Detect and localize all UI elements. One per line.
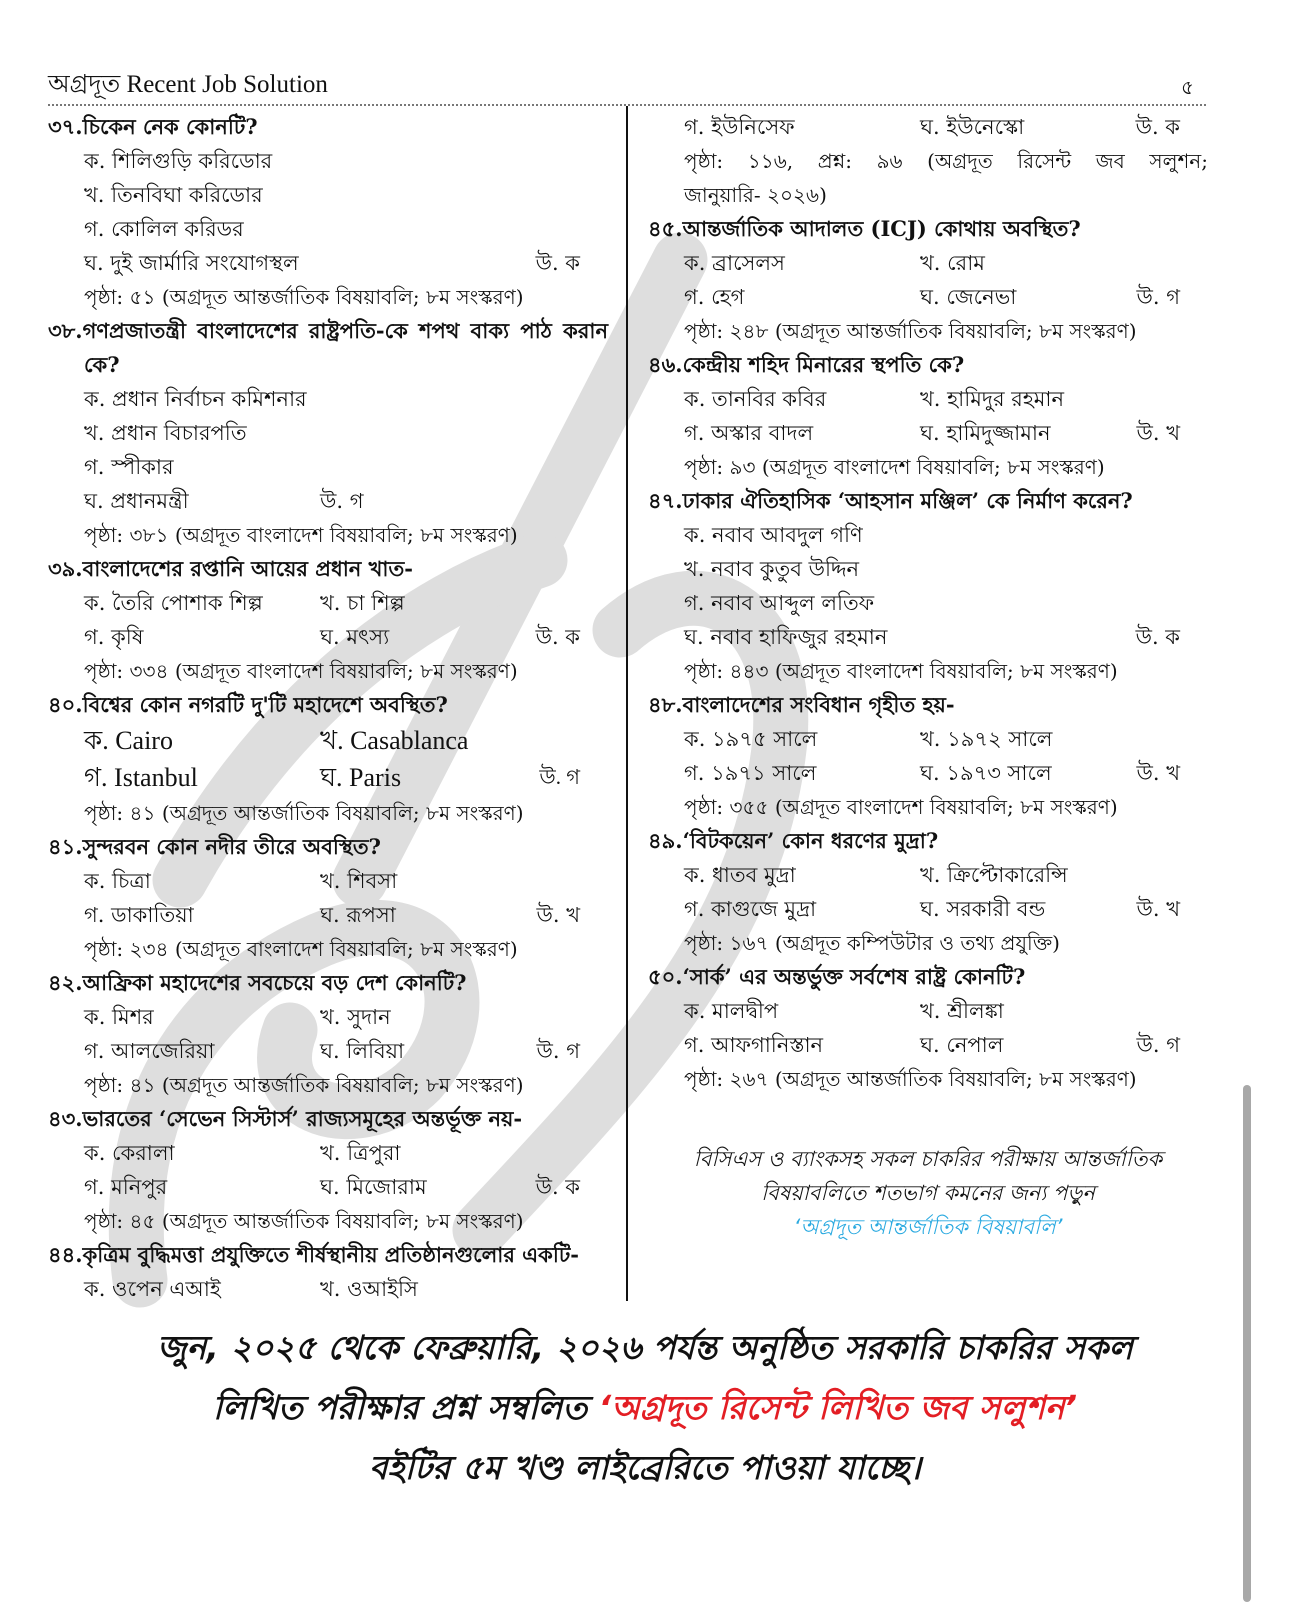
- question-number: ৪৫.: [648, 216, 683, 241]
- question-number: ৩৮.: [48, 318, 83, 343]
- answer-key: উ. ক: [535, 251, 580, 275]
- question-text: ঢাকার ঐতিহাসিক ‘আহসান মঞ্জিল’ কে নির্মাণ করেন?: [682, 488, 1133, 513]
- document-page: [48, 70, 1206, 1301]
- option-gha: ঘ. জেনেভা: [920, 285, 1017, 309]
- page-reference: পৃষ্ঠা: ১১৬, প্রশ্ন: ৯৬ (অগ্রদূত রিসেন্ট জব সলুশন;: [684, 149, 1208, 173]
- page-reference: পৃষ্ঠা: ৯৩ (অগ্রদূত বাংলাদেশ বিষয়াবলি; ৮ম সংস্করণ): [684, 455, 1105, 479]
- option-ka: ক. তৈরি পোশাক শিল্প: [84, 591, 263, 615]
- question-44-continued: [648, 110, 1208, 212]
- option-kha: খ. Casablanca: [320, 726, 469, 755]
- option-kha: খ. নবাব কুতুব উদ্দিন: [684, 557, 860, 581]
- promo-line-2: বিষয়াবলিতে শতভাগ কমনের জন্য পড়ুন: [761, 1181, 1095, 1205]
- question-text: ‘সার্ক’ এর অন্তর্ভুক্ত সর্বশেষ রাষ্ট্র কোনটি?: [682, 964, 1026, 989]
- question-text: আফ্রিকা মহাদেশের সবচেয়ে বড় দেশ কোনটি?: [82, 970, 467, 995]
- option-kha: খ. ত্রিপুরা: [320, 1141, 401, 1165]
- option-ka: ক. ধাতব মুদ্রা: [684, 863, 796, 887]
- question-number: ৪৮.: [648, 692, 683, 717]
- banner-line-3: বইটির ৫ম খণ্ড লাইব্রেরিতে পাওয়া যাচ্ছে।: [369, 1448, 921, 1487]
- option-ga: গ. Istanbul: [84, 763, 198, 792]
- question-37: [48, 110, 608, 314]
- option-kha: খ. চা শিল্প: [320, 591, 405, 615]
- answer-key: উ. খ: [1136, 897, 1180, 921]
- question-number: ৪৯.: [648, 828, 683, 853]
- page-number: ৫: [1181, 75, 1194, 99]
- question-text: কেন্দ্রীয় শহিদ মিনারের স্থপতি কে?: [682, 352, 965, 377]
- question-text: ‘বিটকয়েন’ কোন ধরণের মুদ্রা?: [682, 828, 939, 853]
- page-reference: পৃষ্ঠা: ৩৮১ (অগ্রদূত বাংলাদেশ বিষয়াবলি; ৮ম সংস্করণ): [84, 523, 518, 547]
- option-ka: ক. ১৯৭৫ সালে: [684, 727, 818, 751]
- vertical-scrollbar[interactable]: [1243, 1085, 1251, 1602]
- question-44: [48, 1238, 608, 1306]
- option-ga: গ. মনিপুর: [84, 1175, 168, 1199]
- banner-line-2-prefix: লিখিত পরীক্ষার প্রশ্ন সম্বলিত: [212, 1388, 599, 1427]
- option-ka: ক. চিত্রা: [84, 869, 151, 893]
- answer-key: উ. ক: [535, 625, 580, 649]
- option-kha: খ. হামিদুর রহমান: [920, 387, 1065, 411]
- option-kha: খ. ১৯৭২ সালে: [920, 727, 1053, 751]
- page-reference: পৃষ্ঠা: ৩৫৫ (অগ্রদূত বাংলাদেশ বিষয়াবলি; ৮ম সংস্করণ): [684, 795, 1118, 819]
- left-column: [48, 110, 608, 1306]
- option-ga: গ. কোলিল করিডর: [84, 217, 244, 241]
- option-ka: ক. শিলিগুড়ি করিডোর: [84, 149, 273, 173]
- question-40: [48, 688, 608, 830]
- question-text: চিকেন নেক কোনটি?: [82, 114, 258, 139]
- banner-line-1: জুন, ২০২৫ থেকে ফেব্রুয়ারি, ২০২৬ পর্যন্ত অনুষ্ঠিত সরকারি চাকরির সকল: [157, 1328, 1133, 1367]
- question-45: [648, 212, 1208, 348]
- option-ka: ক. তানবির কবির: [684, 387, 827, 411]
- option-ga: গ. আলজেরিয়া: [84, 1039, 215, 1063]
- option-gha: ঘ. নবাব হাফিজুর রহমান: [684, 625, 888, 649]
- option-ga: গ. নবাব আব্দুল লতিফ: [684, 591, 875, 615]
- right-column: [648, 110, 1208, 1096]
- banner-book-title: ‘অগ্রদূত রিসেন্ট লিখিত জব সলুশন’: [598, 1388, 1078, 1427]
- option-ga: গ. হেগ: [684, 285, 745, 309]
- promo-line-1: বিসিএস ও ব্যাংকসহ সকল চাকরির পরীক্ষায় আন্তর্জাতিক: [693, 1147, 1163, 1171]
- option-kha: খ. তিনবিঘা করিডোর: [84, 183, 263, 207]
- option-gha: ঘ. দুই জার্মারি সংযোগস্থল: [84, 251, 299, 275]
- question-47: [648, 484, 1208, 688]
- promo-book-title: ‘অগ্রদূত আন্তর্জাতিক বিষয়াবলি’: [793, 1215, 1063, 1239]
- page-reference-continued: জানুয়ারি- ২০২৬): [684, 183, 827, 207]
- option-kha: খ. প্রধান বিচারপতি: [84, 421, 247, 445]
- question-text: ভারতের ‘সেভেন সিস্টার্স’ রাজ্যসমূহের অন্তর্ভূক্ত নয়-: [82, 1106, 523, 1131]
- option-kha: খ. শ্রীলঙ্কা: [920, 999, 1004, 1023]
- option-gha: ঘ. Paris: [320, 763, 402, 792]
- book-title: অগ্রদূত Recent Job Solution: [48, 71, 328, 98]
- page-reference: পৃষ্ঠা: ২৪৮ (অগ্রদূত আন্তর্জাতিক বিষয়াবলি; ৮ম সংস্করণ): [684, 319, 1137, 343]
- page-reference: পৃষ্ঠা: ২৬৭ (অগ্রদূত আন্তর্জাতিক বিষয়াবলি; ৮ম সংস্করণ): [684, 1067, 1137, 1091]
- option-gha: ঘ. সরকারী বন্ড: [920, 897, 1046, 921]
- question-50: [648, 960, 1208, 1096]
- question-text: বাংলাদেশের রপ্তানি আয়ের প্রধান খাত-: [82, 556, 413, 581]
- option-ka: ক. নবাব আবদুল গণি: [684, 523, 863, 547]
- question-42: [48, 966, 608, 1102]
- answer-key: উ. ক: [1135, 625, 1180, 649]
- page-reference: পৃষ্ঠা: ৪১ (অগ্রদূত আন্তর্জাতিক বিষয়াবলি; ৮ম সংস্করণ): [84, 1073, 524, 1097]
- answer-key: উ. ক: [535, 1175, 580, 1199]
- option-kha: খ. সুদান: [320, 1005, 391, 1029]
- page-reference: পৃষ্ঠা: ৪৫ (অগ্রদূত আন্তর্জাতিক বিষয়াবলি; ৮ম সংস্করণ): [84, 1209, 524, 1233]
- option-ka: ক. মিশর: [84, 1005, 154, 1029]
- question-48: [648, 688, 1208, 824]
- answer-key: উ. গ: [320, 489, 364, 513]
- option-ga: গ. স্পীকার: [84, 455, 174, 479]
- option-ga: গ. আফগানিস্তান: [684, 1033, 824, 1057]
- option-gha: ঘ. মৎস্য: [320, 625, 390, 649]
- answer-key: উ. গ: [536, 1039, 580, 1063]
- two-column-body: [48, 106, 1206, 1301]
- option-ga: গ. অস্কার বাদল: [684, 421, 814, 445]
- option-kha: খ. রোম: [920, 251, 985, 275]
- answer-key: উ. খ: [1136, 421, 1180, 445]
- option-ka: ক. মালদ্বীপ: [684, 999, 779, 1023]
- option-ga: গ. ডাকাতিয়া: [84, 903, 194, 927]
- option-ga: গ. ইউনিসেফ: [684, 115, 795, 139]
- option-ka: ক. প্রধান নির্বাচন কমিশনার: [84, 387, 307, 411]
- page-reference: পৃষ্ঠা: ১৬৭ (অগ্রদূত কম্পিউটার ও তথ্য প্রযুক্তি): [684, 931, 1060, 955]
- option-kha: খ. ওআইসি: [320, 1277, 418, 1301]
- option-gha: ঘ. ইউনেস্কো: [920, 115, 1025, 139]
- question-number: ৪০.: [48, 692, 83, 717]
- question-text: গণপ্রজাতন্ত্রী বাংলাদেশের রাষ্ট্রপতি-কে শপথ বাক্য পাঠ করান কে?: [82, 318, 608, 377]
- question-text: আন্তর্জাতিক আদালত (ICJ) কোথায় অবস্থিত?: [682, 216, 1081, 241]
- answer-key: উ. গ: [1136, 285, 1180, 309]
- question-number: ৪২.: [48, 970, 83, 995]
- running-header: [48, 70, 1206, 106]
- option-ka: ক. কেরালা: [84, 1141, 175, 1165]
- question-39: [48, 552, 608, 688]
- option-gha: ঘ. ১৯৭৩ সালে: [920, 761, 1052, 785]
- option-ga: গ. কাগুজে মুদ্রা: [684, 897, 817, 921]
- option-ka: ক. ওপেন এআই: [84, 1277, 221, 1301]
- bottom-advert-banner: [60, 1318, 1230, 1498]
- answer-key: উ. খ: [1136, 761, 1180, 785]
- question-text: বাংলাদেশের সংবিধান গৃহীত হয়-: [682, 692, 955, 717]
- question-number: ৩৯.: [48, 556, 83, 581]
- page-reference: পৃষ্ঠা: ৪৪৩ (অগ্রদূত বাংলাদেশ বিষয়াবলি; ৮ম সংস্করণ): [684, 659, 1118, 683]
- answer-key: উ. ক: [1135, 115, 1180, 139]
- page-reference: পৃষ্ঠা: ২৩৪ (অগ্রদূত বাংলাদেশ বিষয়াবলি; ৮ম সংস্করণ): [84, 937, 518, 961]
- question-43: [48, 1102, 608, 1238]
- question-text: বিশ্বের কোন নগরটি দু'টি মহাদেশে অবস্থিত?: [82, 692, 448, 717]
- page-reference: পৃষ্ঠা: ৫১ (অগ্রদূত আন্তর্জাতিক বিষয়াবলি; ৮ম সংস্করণ): [84, 285, 524, 309]
- option-gha: ঘ. প্রধানমন্ত্রী: [84, 489, 189, 513]
- answer-key: উ. গ: [539, 765, 580, 789]
- question-46: [648, 348, 1208, 484]
- question-number: ৪৩.: [48, 1106, 83, 1131]
- column-divider: [626, 106, 628, 1301]
- option-gha: ঘ. লিবিয়া: [320, 1039, 405, 1063]
- option-ga: গ. কৃষি: [84, 625, 144, 649]
- option-ga: গ. ১৯৭১ সালে: [684, 761, 817, 785]
- book-promo: [648, 1142, 1208, 1244]
- question-number: ৪৬.: [648, 352, 683, 377]
- question-49: [648, 824, 1208, 960]
- option-kha: খ. ক্রিপ্টোকারেন্সি: [920, 863, 1068, 887]
- option-gha: ঘ. হামিদুজ্জামান: [920, 421, 1051, 445]
- question-number: ৩৭.: [48, 114, 83, 139]
- page-reference: পৃষ্ঠা: ৪১ (অগ্রদূত আন্তর্জাতিক বিষয়াবলি; ৮ম সংস্করণ): [84, 801, 524, 825]
- question-number: ৪৭.: [648, 488, 683, 513]
- answer-key: উ. গ: [1136, 1033, 1180, 1057]
- question-text: সুন্দরবন কোন নদীর তীরে অবস্থিত?: [82, 834, 381, 859]
- question-number: ৫০.: [648, 964, 683, 989]
- option-gha: ঘ. রূপসা: [320, 903, 396, 927]
- question-38: [48, 314, 608, 552]
- question-number: ৪৪.: [48, 1242, 83, 1267]
- question-41: [48, 830, 608, 966]
- option-gha: ঘ. নেপাল: [920, 1033, 1004, 1057]
- option-gha: ঘ. মিজোরাম: [320, 1175, 427, 1199]
- option-ka: ক. Cairo: [84, 726, 173, 755]
- answer-key: উ. খ: [536, 903, 580, 927]
- page-reference: পৃষ্ঠা: ৩৩৪ (অগ্রদূত বাংলাদেশ বিষয়াবলি; ৮ম সংস্করণ): [84, 659, 518, 683]
- banner-line-2: [60, 1378, 1230, 1438]
- option-ka: ক. ব্রাসেলস: [684, 251, 785, 275]
- question-number: ৪১.: [48, 834, 83, 859]
- option-kha: খ. শিবসা: [320, 869, 398, 893]
- question-text: কৃত্রিম বুদ্ধিমত্তা প্রযুক্তিতে শীর্ষস্থানীয় প্রতিষ্ঠানগুলোর একটি-: [82, 1242, 580, 1267]
